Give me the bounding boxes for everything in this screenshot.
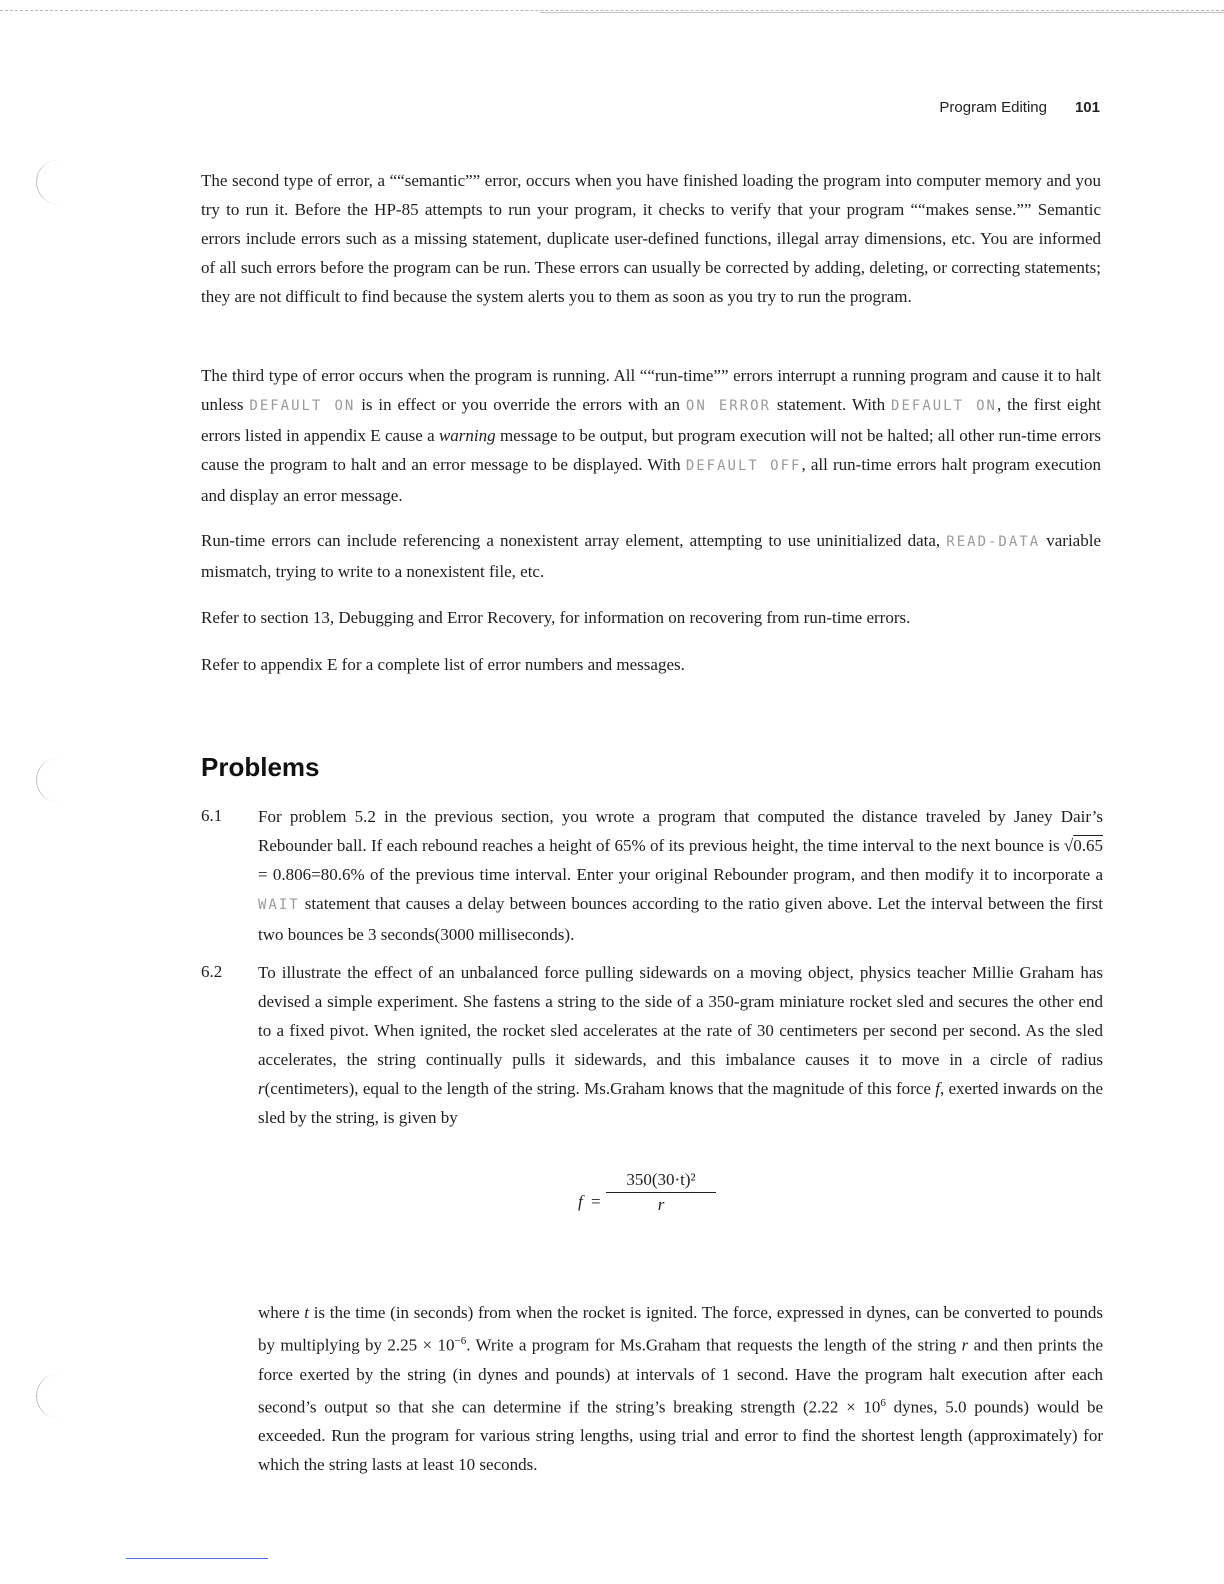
problem-6-2-text [258, 958, 1103, 1132]
text: , the first eight errors listed in appendix E cause a [201, 395, 1101, 445]
keyword-on-error: ON ERROR [685, 398, 771, 414]
binder-hole-mark [36, 1374, 59, 1418]
formula-lhs: f [578, 1192, 583, 1211]
paragraph-run-time-errors [201, 361, 1101, 510]
text: variable mismatch, trying to write to a nonexistent file, etc. [201, 531, 1101, 581]
keyword-default-on: DEFAULT ON [891, 398, 997, 414]
force-formula [578, 1170, 696, 1214]
text: where [258, 1303, 305, 1322]
header-section-title: Program Editing [939, 99, 1047, 116]
problem-6-1-text [258, 802, 1103, 949]
text: statement. With [770, 395, 892, 414]
variable-r: r [258, 1079, 265, 1098]
text: is the time (in seconds) from when the rocket is ignited. The force, expressed in dynes, can be converted to pounds by multiplying by 2.25 × 10 [258, 1303, 1103, 1355]
keyword-read-data: READ-DATA [946, 534, 1041, 550]
keyword-default-off: DEFAULT OFF [685, 458, 802, 474]
variable-f: f [935, 1079, 940, 1098]
scan-edge-top-right [540, 12, 1224, 15]
text: message to be output, but program execution will not be halted; all other run-time errors cause the program to halt and an error message to be displayed. With [201, 426, 1101, 474]
text: statement that causes a delay between bounces according to the ratio given above. Let the interval between the first two bounces be 3 seconds(3000 milliseconds). [258, 894, 1103, 944]
exponent: 6 [880, 1396, 886, 1409]
variable-t: t [304, 1303, 309, 1322]
sqrt-argument: 0.65 [1073, 836, 1103, 855]
emphasis-warning: warning [438, 426, 496, 445]
keyword-wait: WAIT [258, 897, 300, 913]
text: is in effect or you override the errors with an [355, 395, 686, 414]
problem-6-2-continuation [258, 1298, 1103, 1479]
exponent: −6 [454, 1335, 467, 1347]
text: Run-time errors can include referencing a nonexistent array element, attempting to use uninitialized data, [201, 531, 947, 550]
text: To illustrate the effect of an unbalanced force pulling sidewards on a moving object, physics teacher Millie Graham has devised a simple experiment. She fastens a string to the side of a 350-gram miniature rocket sled and secures the other end to a fixed pivot. When ignited, the rocket sled accelerates at the rate of 30 centimeters per second per second. As the sled accelerates, the string continually pulls it sidewards, and this imbalance causes it to move in a circle of radius [258, 963, 1103, 1069]
text: and then prints the force exerted by the string (in dynes and pounds) at intervals of 1 second. Have the program halt execution after each second’s output so that she can determine if the string’s breaking strength (2.22 × 10 [258, 1335, 1104, 1417]
paragraph-refer-appendix-e: Refer to appendix E for a complete list of error numbers and messages. [201, 655, 685, 674]
binder-hole-mark [36, 758, 59, 802]
binder-hole-mark [36, 160, 59, 204]
paragraph-semantic-errors: The second type of error, a ““semantic”” error, occurs when you have finished loading the program into computer memory and you try to run it. Before the HP-85 attempts to run your program, it checks to verify that your program ““makes sense.”” Semantic errors include errors such as a missing statement, duplicate user-defined functions, illegal array dimensions, etc. You are informed of all such errors before the program can be run. These errors can usually be corrected by adding, deleting, or correcting statements; they are not difficult to find because the system alerts you to them as soon as you try to run the program. [201, 171, 1101, 306]
text: The third type of error occurs when the program is running. All ““run-time”” errors interrupt a running program and cause it to halt unless [201, 366, 1101, 414]
text: = 0.806=80.6% of the previous time interval. Enter your original Rebounder program, and then modify it to incorporate a [258, 865, 1103, 884]
keyword-default-on: DEFAULT ON [249, 398, 356, 414]
problem-number: 6.1 [201, 806, 223, 825]
text: , exerted inwards on the sled by the string, is given by [258, 1079, 1103, 1127]
paragraph-run-time-examples [201, 526, 1101, 586]
formula-numerator: 350(30·t)² [606, 1170, 716, 1193]
text: For problem 5.2 in the previous section, you wrote a program that computed the distance traveled by Janey Dair’s Rebounder ball. If each rebound reaches a height of 65% of its previous height, the time interval to the next bounce is [258, 807, 1103, 855]
page-number: 101 [1074, 99, 1100, 116]
sqrt-symbol: √ [1063, 836, 1074, 855]
footer-rule [126, 1558, 268, 1559]
running-header [939, 99, 1100, 116]
formula-equals: = [590, 1192, 601, 1211]
formula-denominator: r [657, 1195, 665, 1214]
variable-r: r [961, 1335, 969, 1355]
text: (centimeters), equal to the length of the string. Ms.Graham knows that the magnitude of this force [264, 1079, 936, 1098]
section-heading-problems: Problems [201, 752, 320, 782]
formula-fraction [606, 1170, 716, 1215]
problem-number: 6.2 [201, 962, 223, 981]
text: dynes, 5.0 pounds) would be exceeded. Run the program for various string lengths, using trial and error to find the shortest length (approximately) for which the string lasts at least 10 seconds. [258, 1397, 1104, 1475]
paragraph-refer-section-13: Refer to section 13, Debugging and Error Recovery, for information on recovering from run-time errors. [201, 608, 911, 627]
text: , all run-time errors halt program execution and display an error message. [201, 455, 1102, 505]
text: . Write a program for Ms.Graham that requests the length of the string [466, 1335, 962, 1355]
